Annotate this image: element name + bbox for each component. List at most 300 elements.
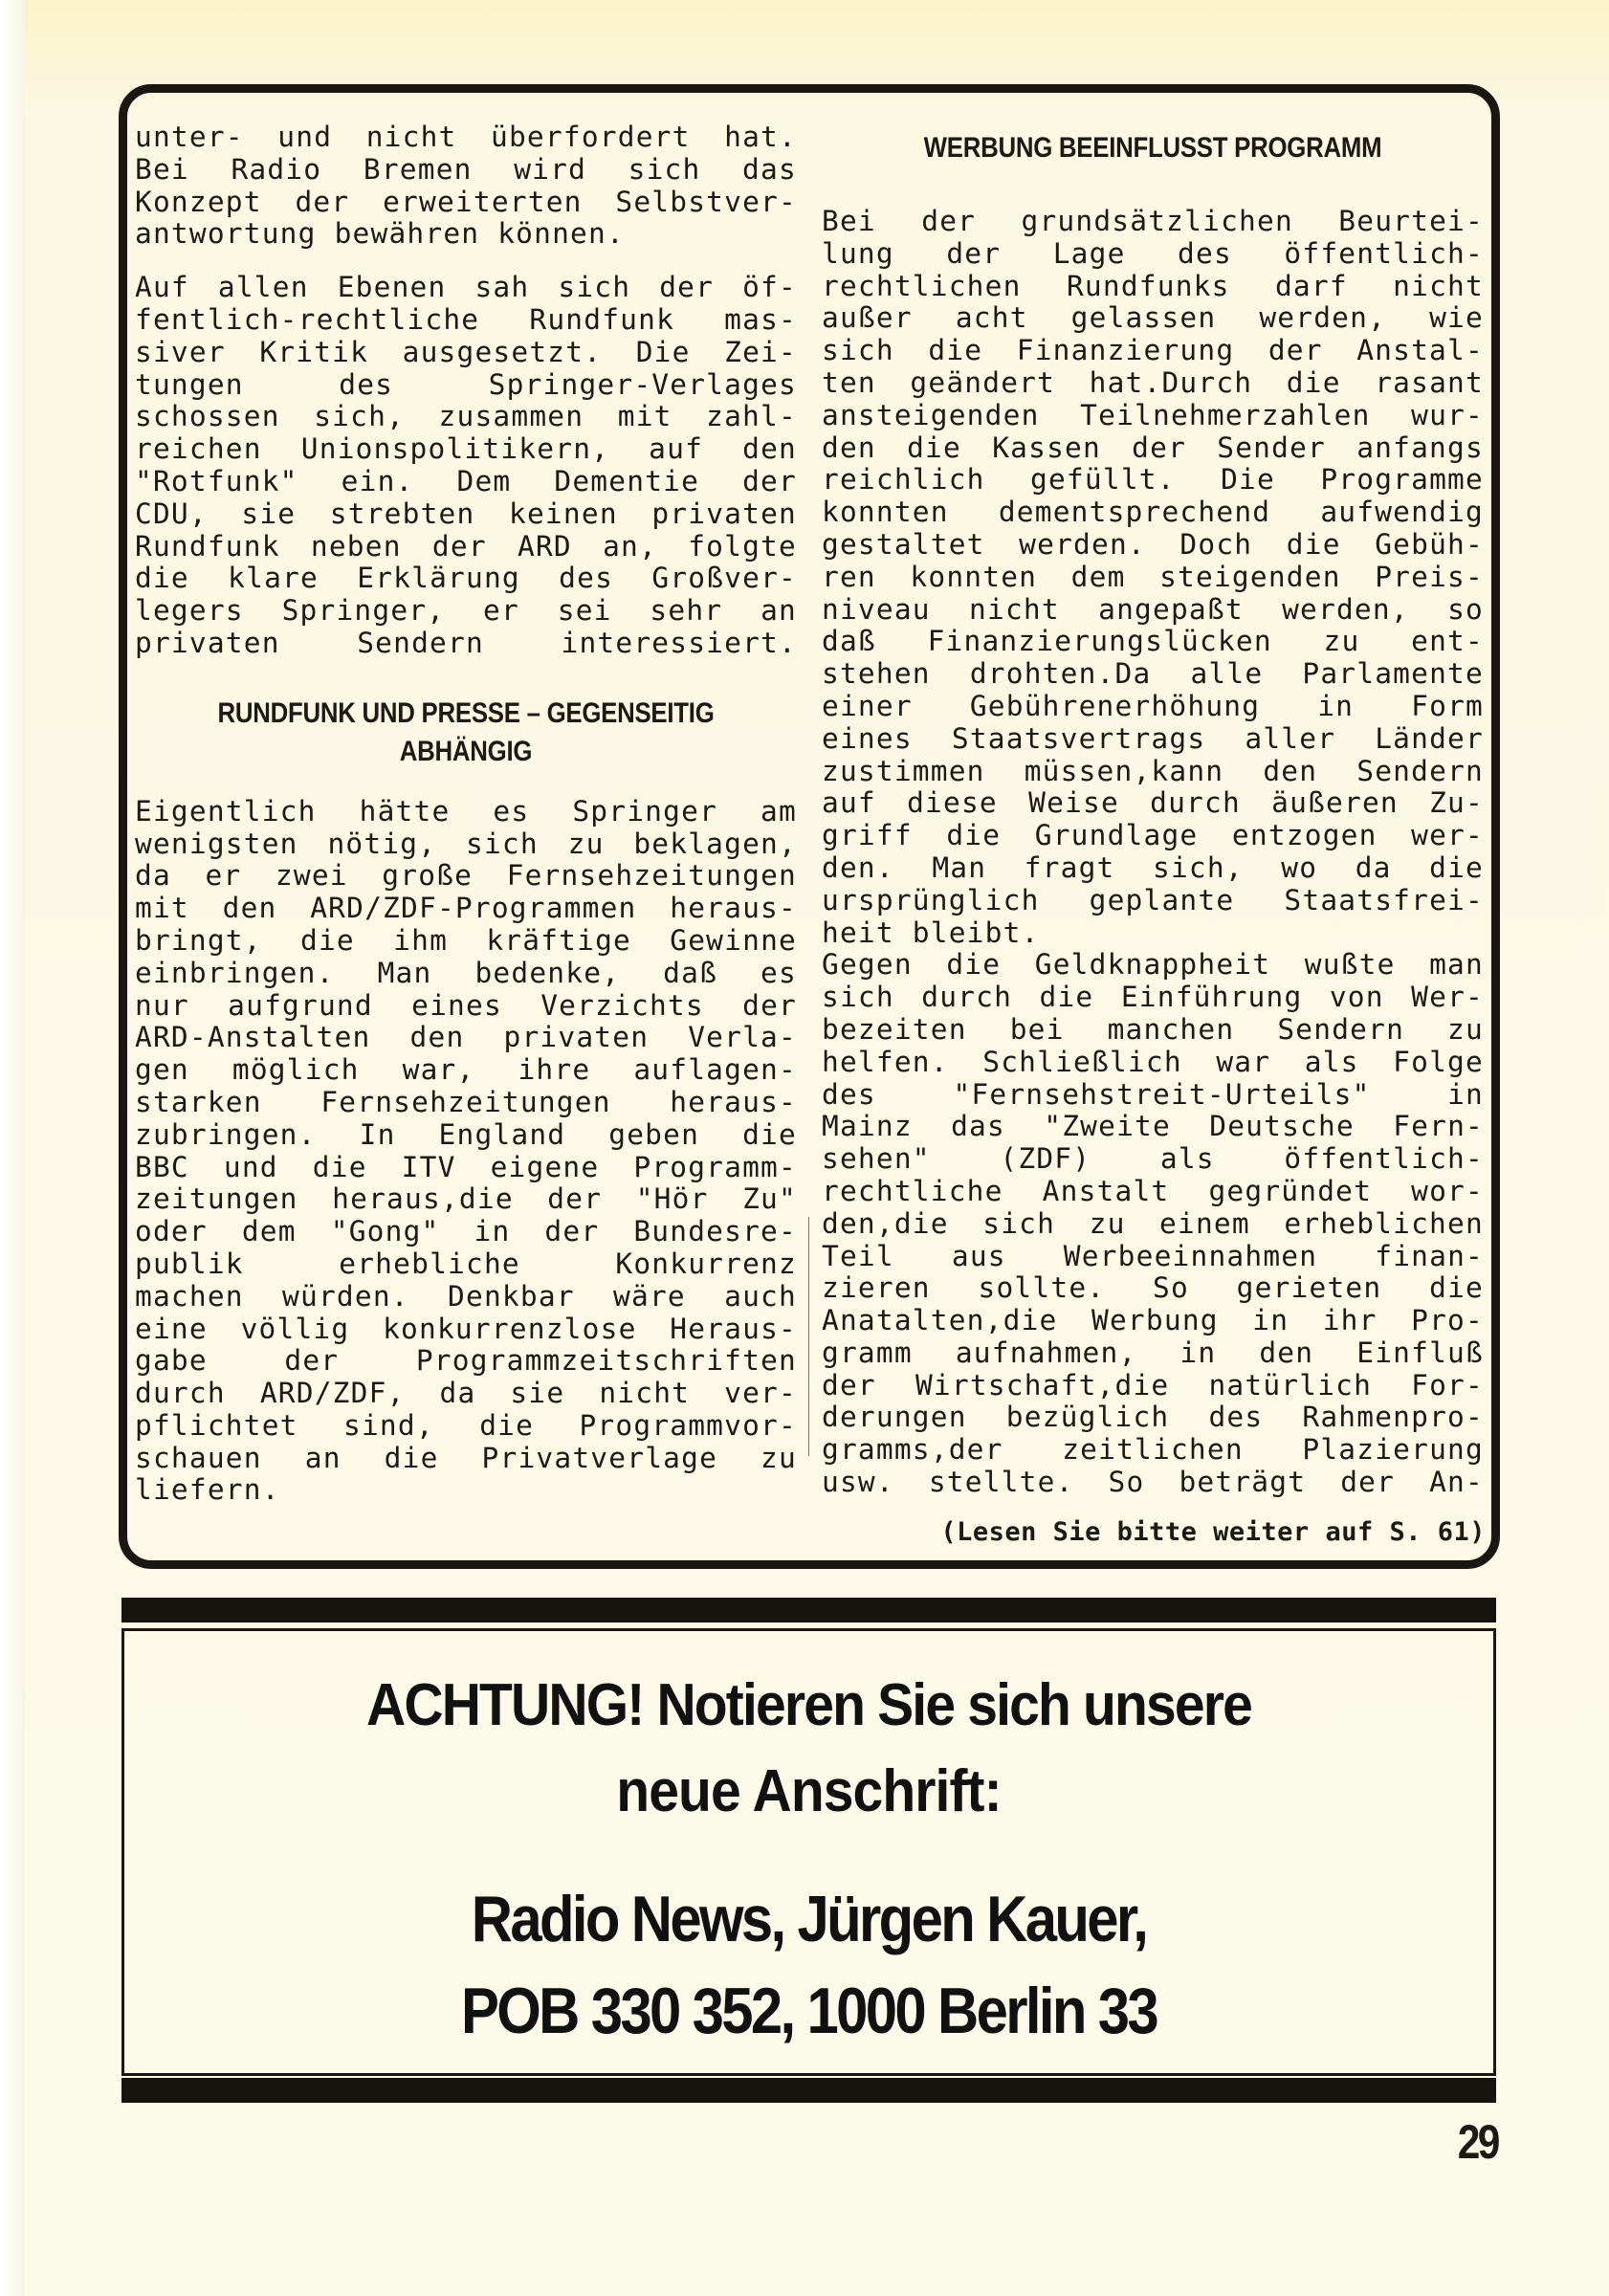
word: ausgesetzt. (402, 335, 603, 368)
word: das (951, 1110, 1005, 1143)
word: der (742, 988, 797, 1022)
text-line (822, 1434, 1484, 1467)
word: es (493, 794, 530, 828)
word: Unionspolitikern, (300, 432, 610, 466)
word: ARD/ZDF, (259, 1377, 406, 1410)
word: bringt, (135, 923, 262, 957)
word: derungen (822, 1401, 967, 1434)
word: eigene (490, 1150, 600, 1183)
word: Dem (456, 464, 512, 497)
word: Sendern (1356, 754, 1484, 787)
text-line: antwortung bewähren können. (135, 217, 625, 251)
word: dementsprechend (998, 496, 1271, 529)
word: drohten.Da (969, 657, 1152, 691)
word: (ZDF) (1000, 1142, 1091, 1176)
word: von (1329, 981, 1384, 1014)
word: werden, (1259, 301, 1387, 335)
word: des (339, 367, 394, 401)
text-line (822, 1208, 1484, 1241)
word: Man (377, 956, 432, 989)
word: Plazierung (1302, 1433, 1484, 1467)
text-line (822, 691, 1484, 723)
word: nicht (365, 121, 457, 153)
text-line (822, 271, 1484, 303)
text-line (822, 1370, 1484, 1402)
word: und (277, 121, 333, 153)
word: gegründet (1208, 1174, 1373, 1207)
text-line (822, 1272, 1484, 1305)
word: aus (951, 1239, 1006, 1272)
paragraph-gap (135, 251, 797, 272)
word: Teilnehmerzahlen (1080, 398, 1371, 431)
word: die (907, 430, 961, 464)
text-line (822, 497, 1484, 529)
word: keinen (509, 497, 618, 530)
word: öffentlich- (1284, 236, 1484, 270)
text-line (135, 337, 797, 369)
word: erheblichen (1284, 1206, 1484, 1240)
word: auf (822, 786, 876, 820)
word: den (222, 892, 277, 925)
word: einem (1159, 1206, 1250, 1240)
word: des (559, 562, 614, 595)
word: sich, (1153, 850, 1244, 884)
text-line (135, 466, 797, 498)
word: Teil (822, 1239, 894, 1272)
word: würden. (282, 1279, 409, 1313)
word: Zei- (724, 335, 797, 368)
word: am (760, 794, 797, 828)
text-line (822, 626, 1484, 658)
word: es (760, 956, 797, 989)
paragraph (135, 796, 797, 1508)
word: rechtliche (822, 1174, 1003, 1207)
text-line (822, 820, 1484, 852)
word: zahl- (706, 400, 797, 433)
word: wur- (1411, 398, 1484, 431)
section-heading-rundfunk-und-presse (181, 695, 750, 771)
word: "Zweite (1044, 1110, 1171, 1143)
word: Pro- (1411, 1304, 1484, 1337)
word: ARD/ZDF-Programmen (310, 892, 637, 925)
word: wird (514, 152, 587, 186)
word: zieren (822, 1271, 931, 1305)
word: finan- (1375, 1239, 1484, 1272)
word: neben (310, 529, 402, 563)
text-line (135, 1119, 797, 1152)
word: den (1263, 754, 1318, 787)
word: sich (465, 827, 539, 860)
text-line (135, 1248, 797, 1281)
word: Finanzierungslücken (927, 625, 1272, 658)
word: der (921, 205, 977, 237)
word: Kassen (992, 430, 1101, 464)
text-line (135, 1087, 797, 1119)
text-line (135, 154, 797, 187)
text-line: liefern. (135, 1473, 280, 1507)
word: privaten (651, 497, 797, 530)
text-line (135, 187, 797, 219)
word: der (547, 1182, 603, 1216)
word: in (1447, 1077, 1484, 1111)
paragraph (135, 121, 797, 251)
word: Folge (1393, 1045, 1484, 1078)
text-line (822, 1305, 1484, 1337)
text-line (822, 658, 1484, 691)
left-column (135, 121, 797, 1507)
word: Springer (572, 794, 718, 828)
word: griff (822, 819, 913, 852)
paragraph (822, 206, 1484, 949)
word: die (479, 1408, 535, 1442)
text-line (822, 1467, 1484, 1499)
word: Staatsvertrags (951, 721, 1206, 755)
word: stellte. (928, 1466, 1074, 1499)
word: Bei (822, 205, 876, 237)
word: Heraus- (670, 1312, 797, 1345)
text-line (822, 562, 1484, 594)
word: an (304, 1441, 342, 1474)
word: da (135, 859, 171, 893)
word: sie (241, 497, 297, 530)
word: entzogen (1231, 819, 1378, 852)
word: erhebliche (339, 1247, 520, 1280)
word: Schließlich (982, 1045, 1182, 1078)
word: in (1252, 1304, 1289, 1337)
word: da (439, 1377, 476, 1410)
text-line (135, 1410, 797, 1443)
word: tungen (135, 367, 244, 401)
word: erweiterten (383, 185, 583, 218)
text-line (822, 1241, 1484, 1273)
text-line (135, 1378, 797, 1410)
word: war (1216, 1045, 1271, 1078)
word: sich (628, 152, 701, 186)
word: äußeren (1271, 786, 1399, 820)
word: Dementie (554, 464, 700, 497)
word: pflichtet (135, 1408, 298, 1442)
text-line: heit bleibt. (822, 916, 1040, 949)
word: konnten (822, 496, 949, 529)
word: gelassen (1070, 301, 1217, 335)
word: Programm- (633, 1150, 797, 1183)
word: Bei (135, 152, 189, 186)
word: Anstal- (1356, 334, 1484, 367)
word: schauen (135, 1441, 262, 1474)
word: der (946, 236, 1002, 270)
word: auf (649, 432, 704, 466)
word: zu (1323, 625, 1360, 658)
word: In (359, 1117, 396, 1151)
ad-address-name: Radio News, Jürgen Kauer, (471, 1883, 1147, 1955)
word: zeitungen (135, 1182, 298, 1216)
word: steigenden (1159, 560, 1341, 593)
text-line (135, 304, 797, 337)
text-line (822, 1111, 1484, 1143)
word: Auf (135, 271, 189, 304)
word: "Hör (635, 1182, 709, 1216)
word: Zu" (742, 1182, 797, 1216)
word: die (946, 819, 1002, 852)
text-line (135, 796, 797, 828)
word: strebten (329, 497, 475, 530)
word: Beurtei- (1338, 205, 1484, 237)
text-line (822, 529, 1484, 562)
text-line (822, 206, 1484, 238)
word: daß (822, 625, 876, 658)
word: der (544, 1215, 600, 1248)
word: daß (663, 956, 718, 989)
word: einbringen. (135, 956, 335, 989)
word: For- (1411, 1368, 1484, 1402)
word: der (295, 185, 350, 218)
text-line (822, 464, 1484, 497)
word: bezüglich (1005, 1401, 1170, 1434)
word: Rundfunk (529, 302, 675, 336)
text-line (822, 594, 1484, 627)
word: die (135, 562, 189, 595)
word: sich, (314, 400, 406, 433)
text-line (822, 432, 1484, 465)
word: niveau (822, 592, 931, 626)
word: nicht (1393, 269, 1484, 302)
word: ren (822, 560, 876, 593)
word: ihr (1322, 1304, 1378, 1337)
word: in (1179, 1336, 1217, 1369)
text-line (822, 723, 1484, 756)
word: in (474, 1215, 511, 1248)
word: gen (135, 1053, 189, 1087)
word: der (1340, 1466, 1396, 1499)
ad-headline: ACHTUNG! Notieren Sie sich unsere (365, 1672, 1252, 1738)
text-line (135, 1054, 797, 1087)
text-line (135, 563, 797, 595)
ad-subheadline: neue Anschrift: (616, 1758, 1002, 1824)
word: einer (822, 689, 913, 722)
word: war, (402, 1053, 475, 1087)
text-line (822, 1337, 1484, 1370)
word: schossen (135, 400, 280, 433)
word: wer- (1411, 819, 1484, 852)
word: sehr (650, 594, 723, 628)
word: Bremen (363, 152, 473, 186)
text-line (822, 1014, 1484, 1047)
word: zu (1089, 1206, 1126, 1240)
word: er (483, 594, 519, 628)
word: usw. (822, 1466, 894, 1499)
word: als (1159, 1142, 1215, 1176)
article-frame (119, 84, 1500, 1569)
word: konkurrenzlose (383, 1312, 637, 1345)
word: mit (617, 400, 672, 433)
word: diese (907, 786, 998, 820)
word: Wirtschaft,die (915, 1368, 1170, 1402)
text-line (822, 852, 1484, 885)
word: Doch (1179, 527, 1253, 561)
text-line (135, 1281, 797, 1314)
word: zustimmen (822, 754, 985, 787)
word: Einfluß (1356, 1336, 1484, 1369)
word: eine (135, 1312, 208, 1345)
text-line (135, 595, 797, 628)
address-notice-box (121, 1628, 1496, 2076)
word: Fernsehzeitungen (320, 1085, 611, 1118)
word: durch (135, 1377, 226, 1410)
word: zu (760, 1441, 797, 1474)
word: Fernsehzeitungen (506, 859, 797, 893)
word: wäre (613, 1279, 686, 1313)
text-line (822, 302, 1484, 335)
word: nur (135, 988, 189, 1022)
word: bedenke, (474, 956, 621, 989)
word: der (284, 1344, 340, 1378)
word: Gebüh- (1375, 527, 1484, 561)
word: die (1429, 850, 1484, 884)
word: konnten (910, 560, 1038, 593)
word: wie (1429, 301, 1484, 335)
word: Springer, (281, 594, 446, 628)
word: Die (1221, 463, 1275, 497)
word: privaten (135, 626, 280, 659)
word: Programmzeitschriften (415, 1344, 797, 1378)
word: Die (635, 335, 691, 368)
text-line (135, 925, 797, 958)
word: stehen (822, 657, 931, 691)
word: große (382, 859, 474, 893)
word: bei (1009, 1012, 1065, 1046)
word: starken (135, 1085, 262, 1118)
text-line (135, 990, 797, 1023)
word: zeitlichen (1062, 1433, 1244, 1467)
text-line (822, 1402, 1484, 1434)
word: zubringen. (135, 1117, 317, 1151)
word: nicht (599, 1377, 691, 1410)
word: wenigsten (135, 827, 298, 860)
page-edge (0, 0, 25, 2296)
word: die (300, 923, 355, 957)
word: die (1429, 1271, 1484, 1305)
word: sah (474, 271, 530, 304)
word: die (1286, 365, 1341, 399)
word: Verzichts (540, 988, 704, 1022)
word: Großver- (651, 562, 797, 595)
word: an (760, 594, 797, 628)
word: Verla- (688, 1021, 797, 1054)
word: Zu- (1429, 786, 1484, 820)
word: die (384, 1441, 439, 1474)
word: legers (135, 594, 244, 628)
word: eines (822, 721, 913, 755)
word: der (822, 1368, 876, 1402)
word: geben (608, 1117, 700, 1151)
word: allen (217, 271, 309, 304)
word: lung (822, 236, 894, 270)
word: Staatsfrei- (1284, 883, 1484, 916)
word: kräftige (486, 923, 631, 957)
word: Gebührenerhöhung (969, 689, 1261, 722)
word: Privatverlage (481, 1441, 718, 1474)
word: Springer-Verlages (488, 367, 797, 401)
text-line (135, 628, 797, 660)
text-line (822, 1047, 1484, 1079)
word: Mainz (822, 1110, 913, 1143)
word: aufgrund (228, 988, 373, 1022)
word: sich (822, 334, 894, 367)
word: eines (411, 988, 502, 1022)
text-line (822, 367, 1484, 400)
text-line (822, 885, 1484, 917)
text-line (135, 958, 797, 990)
word: "Gong" (330, 1215, 440, 1248)
word: Sendern (357, 626, 484, 659)
word: anfangs (1356, 430, 1484, 464)
word: der (659, 271, 715, 304)
word: natürlich (1208, 1368, 1373, 1402)
word: mas- (724, 302, 797, 336)
word: Weise (1028, 786, 1119, 820)
text-line (135, 1443, 797, 1475)
word: bezeiten (822, 1012, 967, 1046)
word: ihm (393, 923, 449, 957)
ad-address-pob: POB 330 352, 1000 Berlin 33 (460, 1975, 1157, 2047)
word: den (742, 432, 797, 466)
word: ihre (518, 1053, 591, 1087)
word: Gewinne (670, 923, 797, 957)
word: Konzept (135, 185, 262, 218)
word: heraus- (670, 892, 797, 925)
word: durch (921, 981, 1013, 1014)
word: da (1355, 850, 1392, 884)
word: ein. (341, 464, 414, 497)
word: Werbeeinnahmen (1063, 1239, 1318, 1272)
word: fentlich-rechtliche (135, 302, 480, 336)
word: werden. (1019, 527, 1146, 561)
word: siver (135, 335, 226, 368)
word: Rundfunks (1066, 269, 1230, 302)
word: hat.Durch (1089, 365, 1253, 399)
word: Grundlage (1034, 819, 1199, 852)
word: gestaltet (822, 527, 985, 561)
word: möglich (231, 1053, 360, 1087)
word: ent- (1411, 625, 1484, 658)
word: Rahmenpro- (1302, 1401, 1484, 1434)
word: des (1208, 1401, 1264, 1434)
word: heraus,die (332, 1182, 514, 1216)
word: öffentlich- (1284, 1142, 1484, 1176)
word: müssen,kann (1024, 754, 1224, 787)
word: Denkbar (448, 1279, 575, 1313)
word: acht (955, 301, 1028, 335)
word: manchen (1107, 1012, 1235, 1046)
word: Geldknappheit (1034, 948, 1271, 982)
word: Werbung (1091, 1304, 1219, 1337)
word: und (223, 1150, 278, 1183)
word: zu (1447, 1012, 1484, 1046)
word: öf- (742, 271, 797, 304)
word: den (822, 430, 876, 464)
word: sich (558, 271, 631, 304)
word: gramm (822, 1336, 913, 1369)
word: den (409, 1021, 465, 1054)
word: aufwendig (1320, 496, 1484, 529)
word: dem (241, 1215, 297, 1248)
text-line (135, 121, 797, 154)
word: Sendern (1277, 1012, 1405, 1046)
word: an, (603, 529, 657, 563)
word: beträgt (1179, 1466, 1307, 1499)
word: Erklärung (357, 562, 520, 595)
word: Bundesre- (633, 1215, 797, 1248)
